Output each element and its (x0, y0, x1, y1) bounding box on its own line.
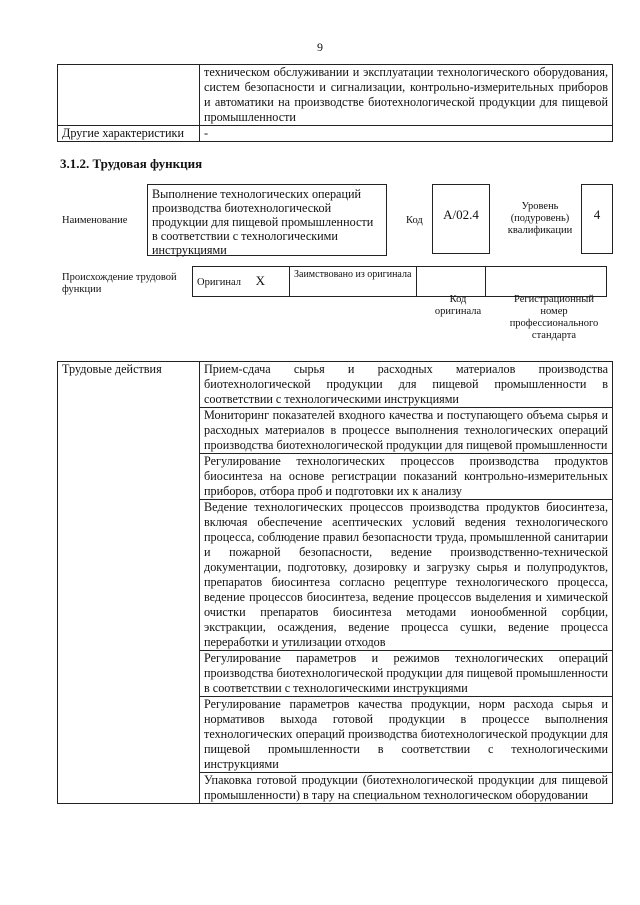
labor-action-item: Регулирование параметров качества продукции, норм расхода сырья и нормативов выхода готовой продукции в процессе выполнения технологических операций производства биотехнологической продукции для пищевой промышленности в соответствии с технологическими инструкциями (200, 697, 613, 773)
original-cell (193, 267, 290, 297)
origin-label: Происхождение трудовой функции (62, 272, 177, 295)
code-original-caption: Код оригинала (434, 294, 482, 317)
borrowed-cell: Заимствовано из оригинала (290, 267, 417, 297)
labor-actions-label: Трудовые действия (58, 362, 200, 804)
level-label: Уровень (подуровень) квалификации (507, 201, 573, 236)
top-table-empty-cell (58, 65, 200, 126)
labor-action-item: Мониторинг показателей входного качества и поступающего объема сырья и расходных материалов в процессе выполнения технологических операций производства биотехнологической продукции для пищевой промышленности (200, 408, 613, 454)
function-name: Выполнение технологических операций производства биотехнологической продукции для пищевой промышленности в соответствии с технологическими инструкциями (147, 184, 387, 256)
other-characteristics-label: Другие характеристики (58, 126, 200, 142)
top-table-text: техническом обслуживании и эксплуатации технологического оборудования, систем безопасности и сигнализации, контрольно-измерительных приборов и автоматики на производстве биотехнологической продукции для пищевой промышленности (200, 65, 613, 126)
other-characteristics-value: - (200, 126, 613, 142)
labor-action-item: Регулирование технологических процессов производства продуктов биосинтеза на основе регистрации показаний контрольно-измерительных приборов, отбора проб и подготовки их к анализу (200, 454, 613, 500)
page-number: 9 (317, 40, 323, 54)
origin-table (192, 266, 607, 297)
original-label: Оригинал (197, 277, 241, 288)
labor-action-item: Ведение технологических процессов производства продуктов биосинтеза, включая обеспечение асептических условий ведения технологического процесса, соблюдение правил безопасности труда, промышленной санитарии и пожарной безопасности, ведение производственно-технической документации, подготовку, дозировку и загрузку сырья и полупродуктов, препаратов биосинтеза согласно рецептуре технологического процесса, ведение процессов биосинтеза, ведение процессов выделения и химической очистки препаратов биосинтеза методами ионообменной сорбции, экстракции, осаждения, ведение процесса сушки, ведение процесса переработки и утилизации отходов (200, 500, 613, 651)
labor-action-item: Прием-сдача сырья и расходных материалов производства биотехнологической продукции для пищевой промышленности в соответствии с технологическими инструкциями (200, 362, 613, 408)
labor-action-item: Упаковка готовой продукции (биотехнологической продукции для пищевой промышленности) в тару на специальном технологическом оборудовании (200, 773, 613, 804)
labor-action-item: Регулирование параметров и режимов технологических операций производства биотехнологической продукции для пищевой промышленности в соответствии с технологическими инструкциями (200, 651, 613, 697)
level-value: 4 (581, 184, 613, 254)
code-label: Код (406, 215, 423, 226)
original-mark: X (255, 273, 266, 288)
top-table (57, 64, 613, 142)
reg-number-cell (486, 267, 607, 297)
section-heading: 3.1.2. Трудовая функция (60, 156, 203, 171)
name-label: Наименование (62, 215, 128, 226)
function-code: А/02.4 (432, 184, 490, 254)
original-code-cell (417, 267, 486, 297)
labor-actions-table (57, 361, 613, 804)
reg-number-caption: Регистрационный номер профессионального стандарта (509, 294, 599, 341)
